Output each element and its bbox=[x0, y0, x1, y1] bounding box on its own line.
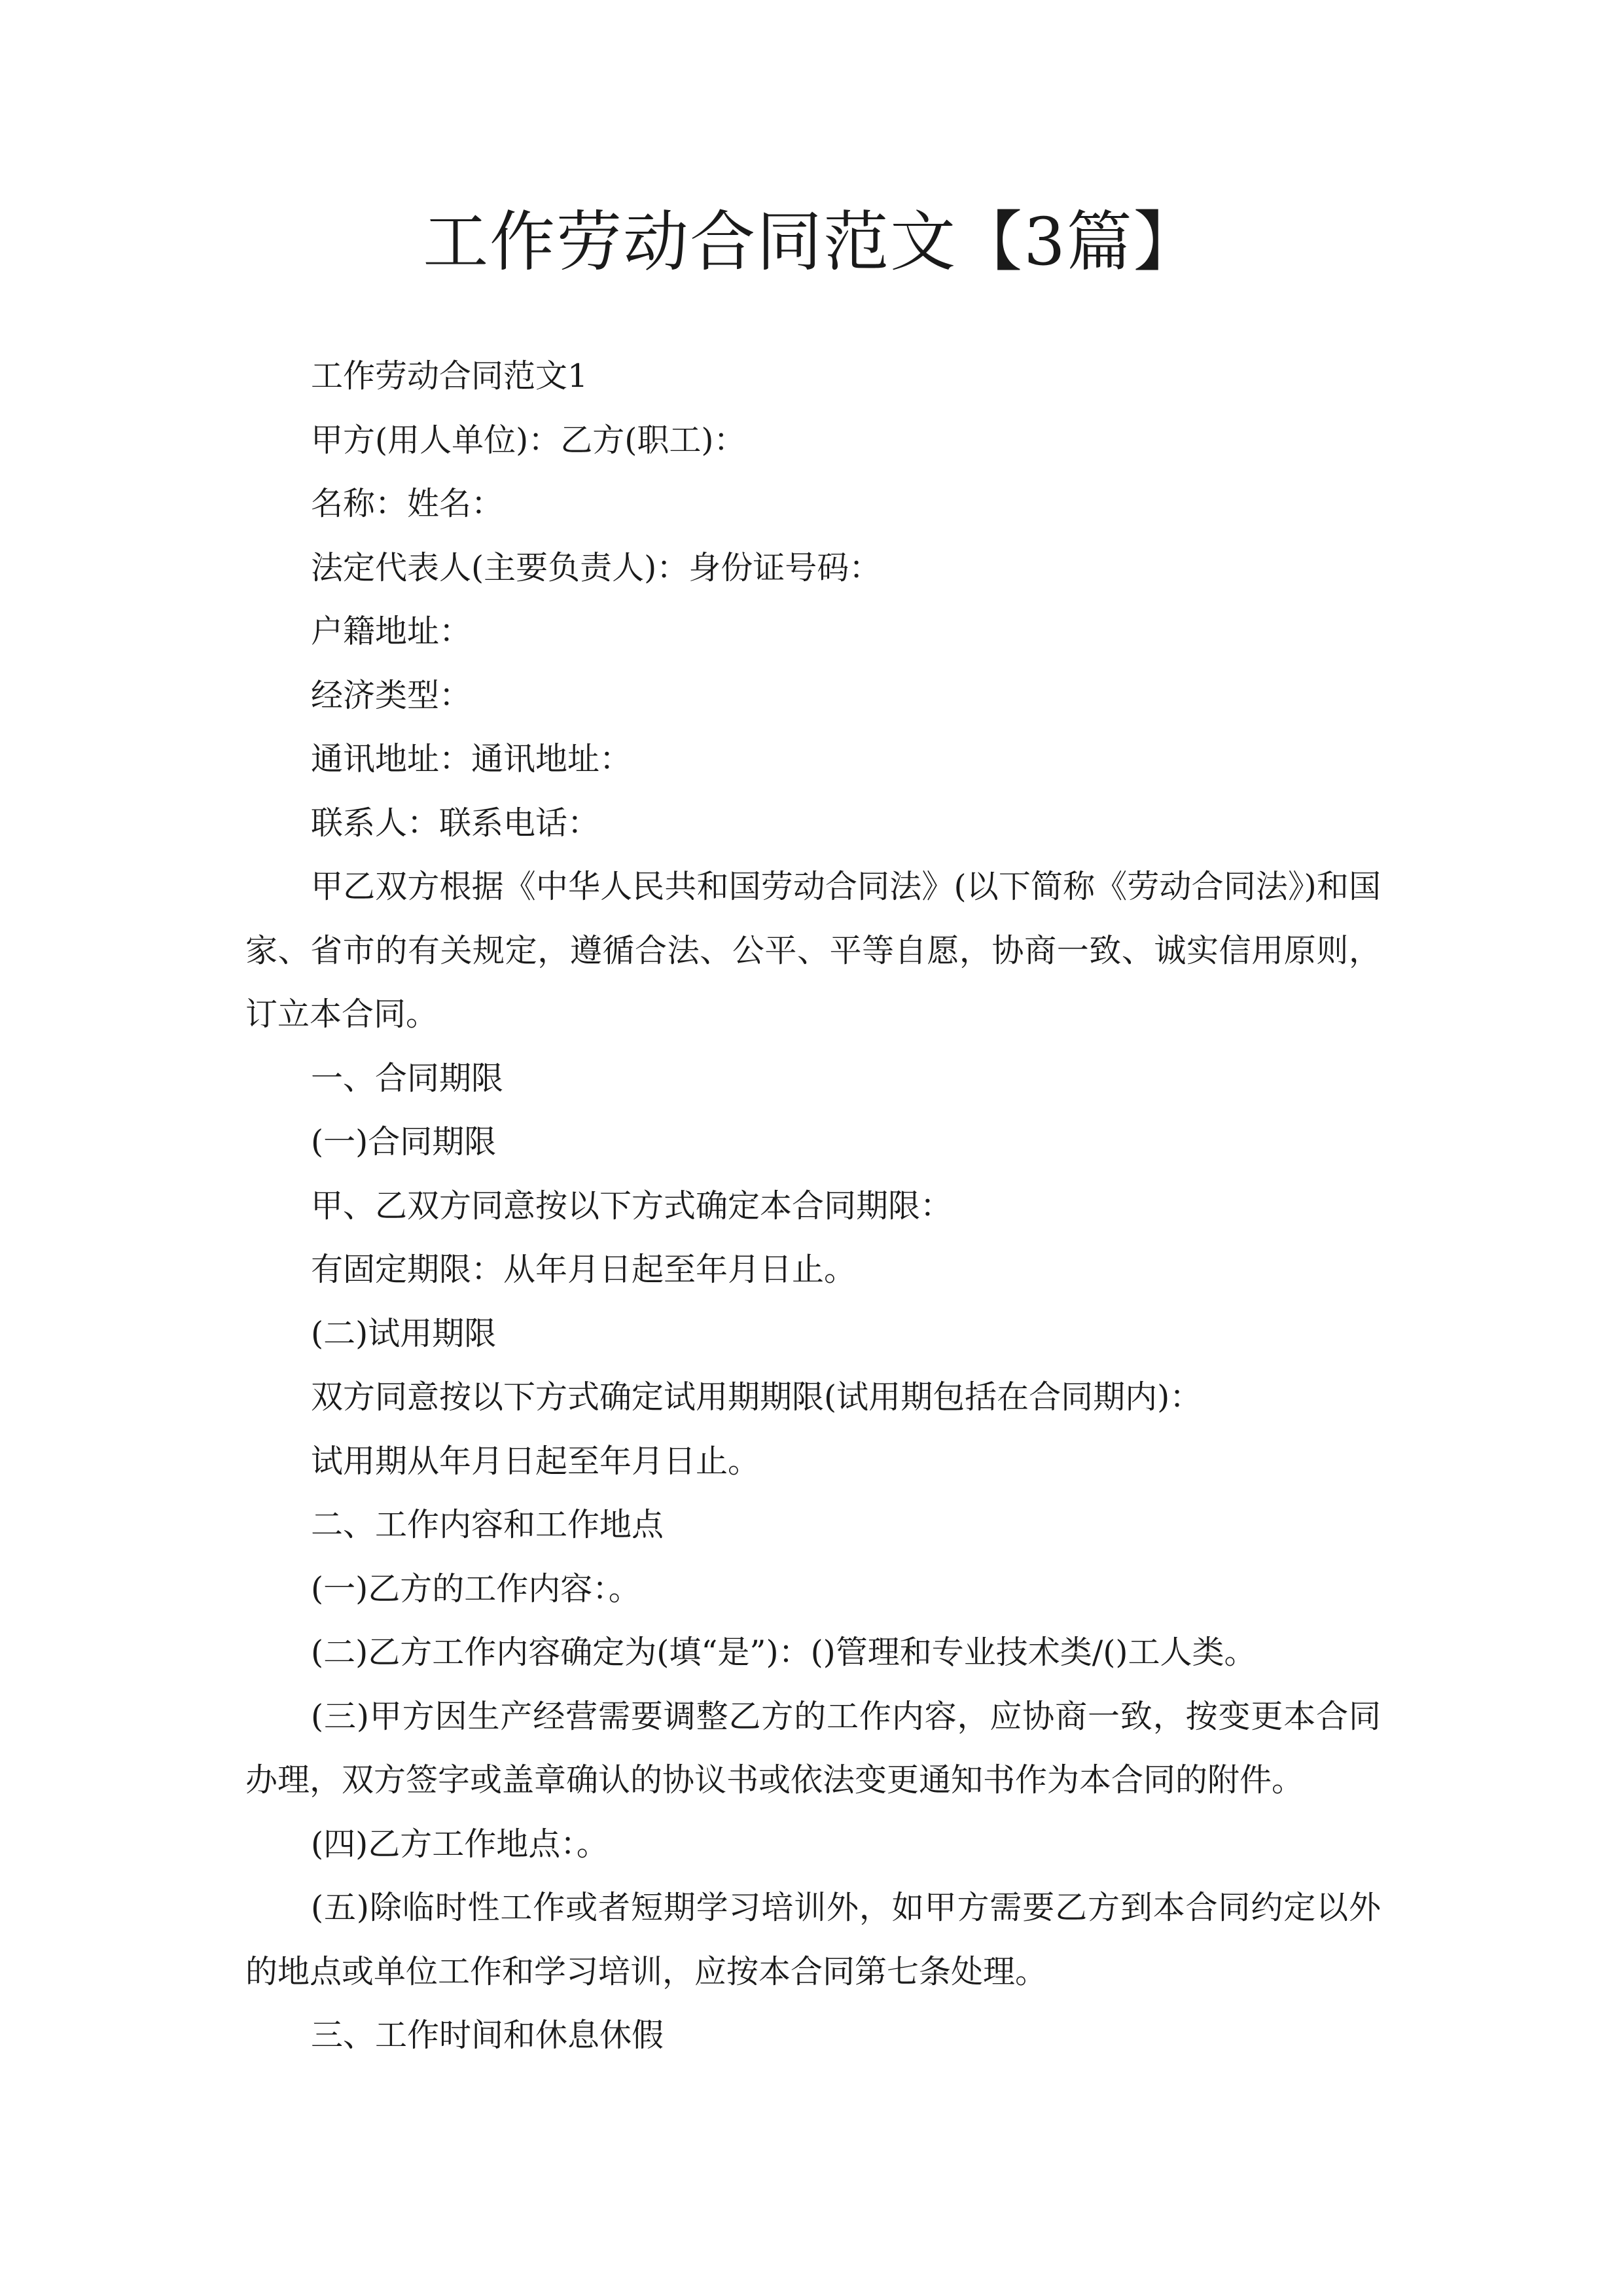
paragraph: 一、合同期限 bbox=[311, 1059, 504, 1097]
paragraph: (一)合同期限 bbox=[311, 1123, 497, 1160]
paragraph: 甲、乙双方同意按以下方式确定本合同期限： bbox=[311, 1187, 953, 1225]
paragraph: 通讯地址：通讯地址： bbox=[311, 740, 632, 778]
paragraph: (一)乙方的工作内容：。 bbox=[311, 1570, 641, 1607]
document-title: 工作劳动合同范文【3篇】 bbox=[423, 204, 1200, 280]
paragraph: 试用期从年月日起至年月日止。 bbox=[311, 1442, 760, 1480]
paragraph: 二、工作内容和工作地点 bbox=[311, 1506, 664, 1543]
paragraph: 户籍地址： bbox=[311, 613, 472, 650]
paragraph: 经济类型： bbox=[311, 676, 472, 714]
paragraph: (五)除临时性工作或者短期学习培训外，如甲方需要乙方到本合同约定以外的地点或单位工作和学习培训，应按本合同第七条处理。 bbox=[245, 1889, 1381, 1990]
paragraph: (三)甲方因生产经营需要调整乙方的工作内容，应协商一致，按变更本合同办理，双方签字或盖章确认的协议书或依法变更通知书作为本合同的附件。 bbox=[245, 1697, 1381, 1799]
paragraph: 双方同意按以下方式确定试用期期限(试用期包括在合同期内)： bbox=[311, 1378, 1202, 1416]
document-body bbox=[245, 344, 1381, 2068]
paragraph: 名称：姓名： bbox=[311, 485, 504, 522]
paragraph: 联系人：联系电话： bbox=[311, 804, 600, 842]
paragraph: 法定代表人(主要负责人)：身份证号码： bbox=[311, 548, 882, 586]
paragraph: (四)乙方工作地点：。 bbox=[311, 1825, 609, 1863]
paragraph: 甲乙双方根据《中华人民共和国劳动合同法》(以下简称《劳动合同法》)和国家、省市的有关规定，遵循合法、公平、平等自愿，协商一致、诚实信用原则，订立本合同。 bbox=[245, 868, 1381, 1033]
paragraph: (二)乙方工作内容确定为(填“是”)：()管理和专业技术类/()工人类。 bbox=[311, 1634, 1257, 1671]
paragraph: 三、工作时间和休息休假 bbox=[311, 2017, 664, 2054]
paragraph: 有固定期限：从年月日起至年月日止。 bbox=[311, 1251, 857, 1288]
paragraph: (二)试用期限 bbox=[311, 1314, 497, 1352]
paragraph: 甲方(用人单位)：乙方(职工)： bbox=[311, 421, 746, 459]
paragraph: 工作劳动合同范文1 bbox=[311, 357, 588, 395]
